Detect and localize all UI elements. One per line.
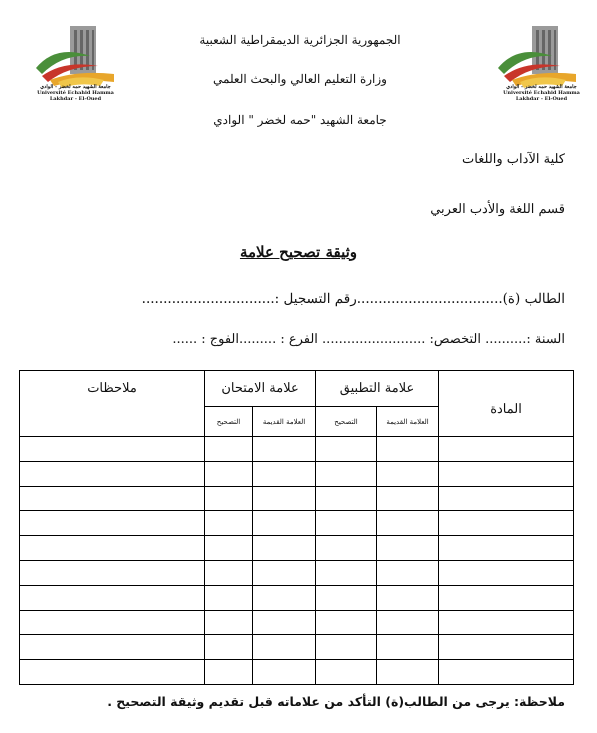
cell-notes[interactable] [20, 585, 205, 610]
column-exam-mark-header: علامة الامتحان [205, 371, 316, 407]
table-row [20, 585, 574, 610]
cell-exam-old-mark[interactable] [253, 437, 316, 462]
column-subject-header: المادة [439, 371, 574, 437]
university-logo-right [494, 22, 589, 102]
cell-exam-correction[interactable] [205, 486, 253, 511]
table-row [20, 536, 574, 561]
cell-exam-correction[interactable] [205, 461, 253, 486]
cell-applied-correction[interactable] [316, 511, 377, 536]
table-row [20, 610, 574, 635]
cell-exam-old-mark[interactable] [253, 610, 316, 635]
cell-exam-old-mark[interactable] [253, 461, 316, 486]
university-emblem-icon [28, 22, 123, 90]
cell-subject[interactable] [439, 486, 574, 511]
grade-correction-table [19, 370, 574, 685]
cell-notes[interactable] [20, 610, 205, 635]
cell-subject[interactable] [439, 660, 574, 685]
cell-notes[interactable] [20, 560, 205, 585]
table-row [20, 461, 574, 486]
cell-exam-correction[interactable] [205, 635, 253, 660]
cell-applied-correction[interactable] [316, 585, 377, 610]
cell-applied-correction[interactable] [316, 660, 377, 685]
header-republic: الجمهورية الجزائرية الديمقراطية الشعبية [199, 33, 401, 47]
table-row [20, 560, 574, 585]
cell-applied-correction[interactable] [316, 560, 377, 585]
document-title: وثيقة تصحيح علامة [239, 243, 358, 261]
header-university: جامعة الشهيد "حمه لخضر " الوادي [213, 113, 387, 127]
table-row [20, 635, 574, 660]
cell-applied-correction[interactable] [316, 610, 377, 635]
cell-exam-correction[interactable] [205, 660, 253, 685]
header-ministry: وزارة التعليم العالي والبحث العلمي [213, 72, 387, 86]
logo-caption-ar: جامعة الشهيد حمه لخضر - الوادي [40, 84, 111, 90]
subheader-exam-old-mark: العلامة القديمة [253, 407, 316, 437]
cell-applied-correction[interactable] [316, 461, 377, 486]
cell-subject[interactable] [439, 461, 574, 486]
cell-exam-old-mark[interactable] [253, 660, 316, 685]
cell-exam-old-mark[interactable] [253, 560, 316, 585]
university-emblem-icon [494, 22, 589, 90]
faculty-name: كلية الآداب واللغات [462, 152, 565, 167]
cell-applied-correction[interactable] [316, 536, 377, 561]
cell-notes[interactable] [20, 486, 205, 511]
cell-notes[interactable] [20, 461, 205, 486]
cell-subject[interactable] [439, 560, 574, 585]
cell-exam-old-mark[interactable] [253, 635, 316, 660]
cell-applied-old-mark[interactable] [377, 610, 439, 635]
cell-subject[interactable] [439, 511, 574, 536]
year-specialty-branch-line: السنة :.......... التخصص: ......................... الفرع : .........الفوج : ...... [172, 332, 565, 347]
cell-notes[interactable] [20, 660, 205, 685]
logo-caption-ar: جامعة الشهيد حمه لخضر - الوادي [506, 84, 577, 90]
cell-notes[interactable] [20, 536, 205, 561]
column-notes-header: ملاحظات [20, 371, 205, 437]
cell-applied-old-mark[interactable] [377, 511, 439, 536]
cell-applied-correction[interactable] [316, 635, 377, 660]
cell-applied-old-mark[interactable] [377, 560, 439, 585]
cell-applied-old-mark[interactable] [377, 585, 439, 610]
university-logo-left [28, 22, 123, 102]
column-applied-mark-header: علامة التطبيق [316, 371, 439, 407]
subheader-exam-correction: التصحيح [205, 407, 253, 437]
subheader-applied-old-mark: العلامة القديمة [377, 407, 439, 437]
table-row [20, 511, 574, 536]
cell-exam-correction[interactable] [205, 437, 253, 462]
department-name: قسم اللغة والأدب العربي [430, 202, 565, 217]
cell-notes[interactable] [20, 511, 205, 536]
cell-exam-correction[interactable] [205, 511, 253, 536]
cell-subject[interactable] [439, 437, 574, 462]
cell-exam-correction[interactable] [205, 536, 253, 561]
cell-subject[interactable] [439, 635, 574, 660]
logo-caption-fr: Université Echahid Hamma Lakhdar - El-Oued [37, 90, 114, 102]
cell-applied-old-mark[interactable] [377, 536, 439, 561]
student-registration-line: الطالب (ة)..................................رقم التسجيل :............................... [141, 291, 565, 307]
cell-exam-correction[interactable] [205, 560, 253, 585]
cell-exam-old-mark[interactable] [253, 585, 316, 610]
cell-applied-old-mark[interactable] [377, 486, 439, 511]
cell-exam-correction[interactable] [205, 585, 253, 610]
cell-subject[interactable] [439, 610, 574, 635]
table-row [20, 660, 574, 685]
subheader-applied-correction: التصحيح [316, 407, 377, 437]
cell-notes[interactable] [20, 635, 205, 660]
cell-applied-old-mark[interactable] [377, 437, 439, 462]
cell-exam-old-mark[interactable] [253, 511, 316, 536]
table-row [20, 437, 574, 462]
cell-notes[interactable] [20, 437, 205, 462]
footer-note: ملاحظة: يرجى من الطالب(ة) التأكد من علاماته قبل تقديم وثيقة التصحيح . [107, 694, 565, 709]
cell-exam-correction[interactable] [205, 610, 253, 635]
cell-applied-old-mark[interactable] [377, 660, 439, 685]
table-row [20, 486, 574, 511]
cell-applied-old-mark[interactable] [377, 635, 439, 660]
cell-subject[interactable] [439, 585, 574, 610]
logo-caption-fr: Université Echahid Hamma Lakhdar - El-Oued [503, 90, 580, 102]
cell-applied-correction[interactable] [316, 437, 377, 462]
cell-subject[interactable] [439, 536, 574, 561]
cell-applied-old-mark[interactable] [377, 461, 439, 486]
cell-exam-old-mark[interactable] [253, 486, 316, 511]
cell-exam-old-mark[interactable] [253, 536, 316, 561]
cell-applied-correction[interactable] [316, 486, 377, 511]
